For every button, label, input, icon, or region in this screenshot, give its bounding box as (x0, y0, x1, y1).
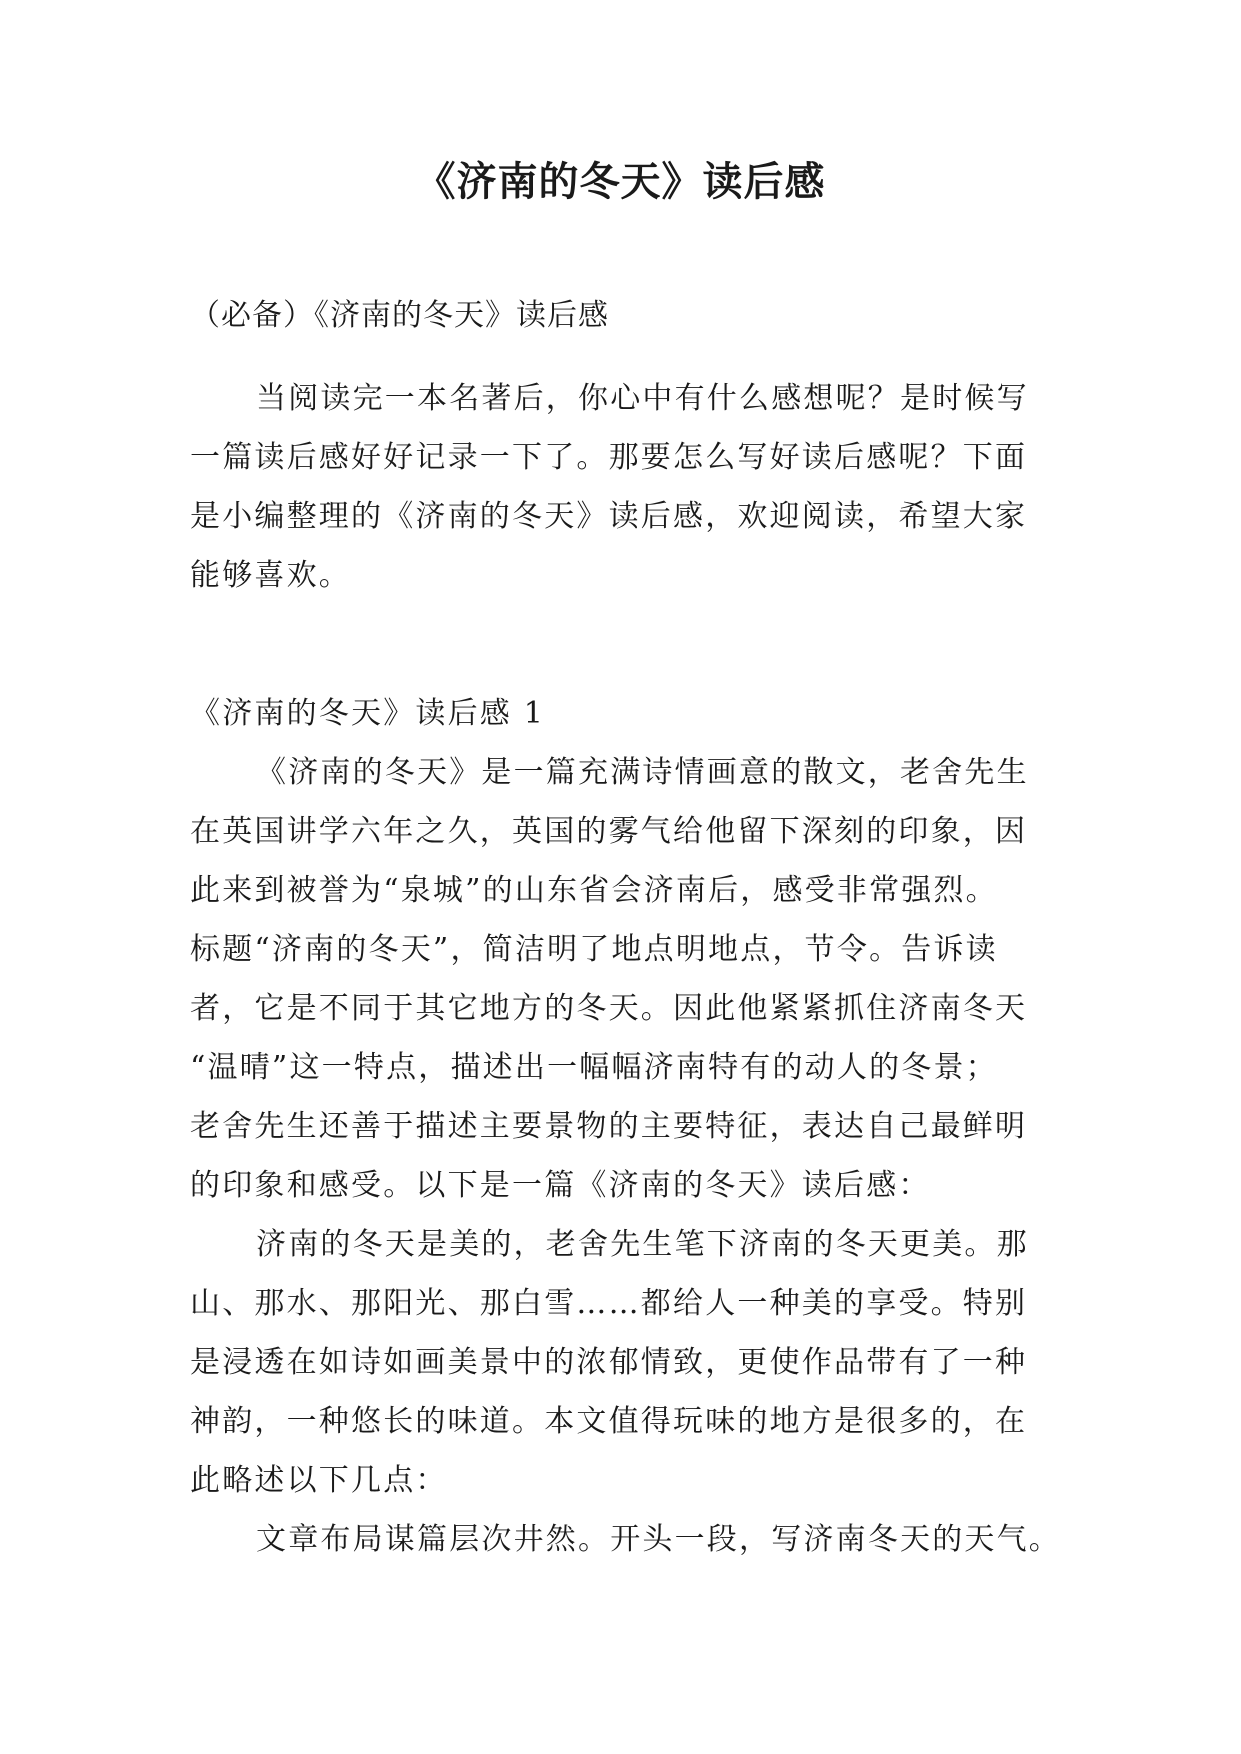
text-line: 此略述以下几点： (190, 1463, 448, 1498)
text-line: 在英国讲学六年之久，英国的雾气给他留下深刻的印象，因 (190, 814, 1028, 849)
text-line: 者，它是不同于其它地方的冬天。因此他紧紧抓住济南冬天 (190, 991, 1028, 1026)
intro-paragraph (190, 369, 1060, 605)
text-line: 的印象和感受。以下是一篇《济南的冬天》读后感： (190, 1168, 931, 1203)
text-line: 老舍先生还善于描述主要景物的主要特征，表达自己最鲜明 (190, 1109, 1028, 1144)
paragraph-1 (190, 743, 1060, 1569)
text-line: 此来到被誉为“泉城”的山东省会济南后，感受非常强烈。 (190, 873, 998, 908)
text-line: 济南的冬天是美的，老舍先生笔下济南的冬天更美。那 (256, 1227, 1029, 1262)
text-line: 能够喜欢。 (190, 558, 351, 593)
text-line: 是小编整理的《济南的冬天》读后感，欢迎阅读，希望大家 (190, 499, 1028, 534)
text-line: 标题“济南的冬天”，简洁明了地点明地点，节令。告诉读 (190, 932, 998, 967)
document-title: 《济南的冬天》读后感 (415, 159, 826, 205)
text-line: 神韵，一种悠长的味道。本文值得玩味的地方是很多的，在 (190, 1404, 1028, 1439)
section-heading (190, 684, 1060, 743)
document-subtitle: （必备）《济南的冬天》读后感 (190, 298, 609, 333)
text-line: “温晴”这一特点，描述出一幅幅济南特有的动人的冬景； (190, 1050, 998, 1085)
text-line: 山、那水、那阳光、那白雪……都给人一种美的享受。特别 (190, 1286, 1028, 1321)
text-line: 是浸透在如诗如画美景中的浓郁情致，更使作品带有了一种 (190, 1345, 1028, 1380)
section-heading-text: 《济南的冬天》读后感 1 (190, 696, 546, 731)
text-line: 《济南的冬天》是一篇充满诗情画意的散文，老舍先生 (256, 755, 1029, 790)
text-line: 一篇读后感好好记录一下了。那要怎么写好读后感呢？下面 (190, 440, 1028, 475)
text-line: 文章布局谋篇层次井然。开头一段，写济南冬天的天气。 (256, 1522, 1061, 1557)
text-line: 当阅读完一本名著后，你心中有什么感想呢？是时候写 (256, 381, 1029, 416)
